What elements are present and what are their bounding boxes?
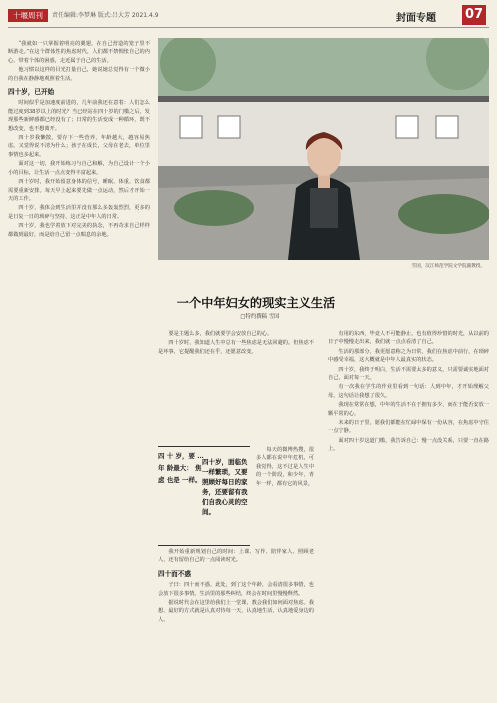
header-rule (8, 27, 489, 28)
photo-illustration (158, 38, 489, 260)
pull-quote-line2: 四十岁，面临负一样繁琐，又要照顾好每日的家务，还要留有我们自我心灵的空间。 (202, 458, 248, 516)
article-author: □特约撰稿 雪国 (240, 314, 280, 320)
pull-quote (158, 446, 250, 546)
column-right (328, 330, 489, 455)
paragraph: 要是主题么多，我们就要学会安放自己的心。 (168, 331, 273, 337)
paragraph: 四十岁，我也学着放下对完美的执念，不再苛求自己样样都做到最好，而是给自己留一点喘息的余地。 (8, 223, 150, 238)
column-middle (158, 330, 314, 357)
paragraph: 四十岁时，我知道人生中总有一些焦虑是无法回避的。但焦虑不是坏事，它提醒我们还在乎，还愿意改变。 (158, 340, 314, 355)
paragraph: 四十岁，我终于明白，生活不需要太多的意义，只需要诚实地面对自己，面对每一天。 (328, 366, 489, 382)
paragraph: 他习惯以这样的目光打量自己，她说她总觉得有一个微小的自我在静静地观照着生活。 (8, 67, 150, 82)
paragraph: 我现在常常在想，中年的生活不在于拥有多少，而在于能否安放一颗平常的心。 (328, 402, 489, 417)
column-left (8, 40, 150, 240)
paragraph: 未来的日子里，愿我们都能在忙碌中保有一份从容，在焦虑中守住一点宁静。 (328, 420, 489, 435)
paragraph: 四十岁我懒散，要存下一些营养，年龄越大，越容易焦虑。又觉得说不清为什么；孩子在成长，父母在老去，单位里事情也多起来。 (8, 135, 150, 158)
portrait-photo (158, 38, 489, 260)
section-tag: 十堰周刊 (8, 9, 48, 22)
page-header (0, 0, 497, 30)
paragraph: 四十岁时，我开始留意身体的信号，睡眠、体重、饮食都需要重新安排。每天早上起来要先做一点运动，然后才开始一天的工作。 (8, 179, 150, 202)
paragraph: 时间似乎是加速度前进的，几年前我还在意着：人们怎么能过度到38岁以上的时光？当已经站在四十岁的门槛之后，发现那些新鲜感都已经没有了；日常的生活变成一种循环，既不想改变，也不想离开。 (8, 100, 150, 132)
paragraph: 面对这一切，我开始练习与自己和解，为自己设计一个小小的目标，让生活一点点变得丰富起来。 (8, 161, 150, 176)
subheading: 四十而不惑 (158, 569, 191, 578)
paragraph: 生活的那部分，我更愿意称之为日常，我们在焦虑中前行，在琐碎中感受幸福，这大概就是中年人最真实的状态。 (328, 348, 489, 364)
photo-caption: 雪国，汉江师范学院文学院副教授。 (411, 264, 485, 269)
paragraph: 每天的微博热搜，很多人都在说中年危机，可我觉得，这不过是人生中的一个阶段，和少年、青年一样，都有它的风景。 (256, 447, 314, 487)
paragraph: 面对四十岁这道门槛，我告诉自己：慢一点没关系，只要一直在路上。 (328, 437, 489, 453)
subheading: 四十岁，已开始 (8, 88, 55, 97)
paragraph: “我就如一只掌握着明亮的翼翅，在自己营造的笼子里不断游走。”在这个群体性的焦虑时代，人们都不禁惆怅自己的内心。带着个体的困惑，走近属于自己的生活。 (8, 41, 150, 64)
section-category: 封面专题 (396, 13, 436, 24)
paragraph: 我开始重新规划自己的时间：上课、写作、陪伴家人、照顾老人，还有留给自己的一点阅读时光。 (158, 549, 314, 564)
paragraph: 四十岁，我体会到生活里并没有那么多轰轰烈烈，更多的是日复一日的琐碎与坚持，这正是中年人的日常。 (8, 205, 150, 220)
paragraph: 据说时代会在这里给我们上一堂课，教会我们如何面对焦虑。我想，最好的方式就是认真对待每一天，认真地生活，认真地爱身边的人。 (158, 600, 314, 623)
paragraph: 有用的东西，毕竟人不可能静止，也有值得珍惜的时光，从以前的日子中慢慢走出来，我们就一点点看清了自己。 (328, 331, 489, 346)
column-middle-lower (158, 548, 314, 625)
column-middle-side (256, 446, 314, 489)
pull-quote-line1: 四 十 岁，要 … 年 龄最大： 焦 虑 也是 一样。 (158, 452, 204, 484)
article-title: 一个中年妇女的现实主义生活 (176, 296, 336, 310)
paragraph: 子曰：四十而不惑。此处，到了这个年龄，会看清很多事情，也会放下很多事情。生活里的那些纠结，终会在时间里慢慢释然。 (158, 582, 314, 597)
page-number: 07 (462, 5, 486, 25)
paragraph: 有一次我在学生的作业里看到一句话：人到中年，才开始理解父母。这句话让我想了很久。 (328, 384, 489, 399)
editor-line: 责任编辑:李梦琳 版式:吕大芳 2021.4.9 (52, 12, 159, 19)
